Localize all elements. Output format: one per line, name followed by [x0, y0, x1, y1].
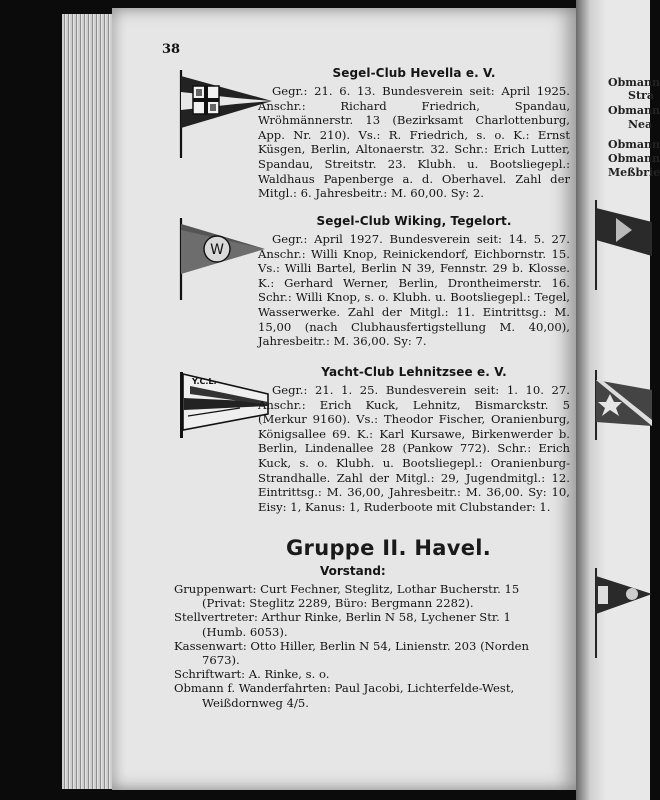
flag-letter: Y.C.L. [192, 377, 217, 386]
facing-line: Meßbrie [608, 166, 660, 179]
officer-line: Stellvertreter: Arthur Rinke, Berlin N 58, Lychener Str. 1 [174, 610, 511, 625]
facing-line: Obmann [608, 138, 660, 151]
officer-entry [174, 681, 572, 709]
facing-pennant-icon [592, 568, 652, 658]
officer-entry [174, 667, 572, 681]
club-title: Yacht-Club Lehnitzsee e. V. [321, 365, 507, 379]
club-details: Gegr.: 21. 6. 13. Bundesverein seit: April 1925. Anschr.: Richard Friedrich, Spandau, Wröhmännerstr. 13 (Bezirksamt Charlottenburg, App. Nr. 210). Vs.: R. Friedrich, s. o. K.: Ernst Küsgen, Berlin, Altonaerstr. 32. Schr.: Erich Lutter, Spandau, Streitstr. 23. Klubh. u. Bootsliegepl.: Waldhaus Papenberge a. d. Oberhavel. Zahl der Mitgl.: 6. Jahresbeitr.: M. 60,00. Sy: 2. [258, 84, 570, 201]
facing-page [576, 0, 660, 800]
club-details: Gegr.: 21. 1. 25. Bundesverein seit: 1. 10. 27. Anschr.: Erich Kuck, Lehnitz, Bismarckstr. 5 (Merkur 9160). Vs.: Theodor Fischer, Oranienburg, Königsallee 69. K.: Karl Kursawe, Birkenwerder b. Berlin, Lindenallee 28 (Pankow 772). Schr.: Erich Kuck, s. o. Klubh. u. Bootsliegepl.: Oranienburg-Strandhalle. Zahl der Mitgl.: 29, Jugendmitgl.: 12. Eintrittsg.: M. 36,00, Jahresbeitr.: M. 36,00. Sy: 10, Eisy: 1, Kanus: 1, Ruderboote mit Clubstander: 1. [258, 383, 570, 514]
officer-line-continued: Weißdornweg 4/5. [202, 695, 309, 710]
officer-line: Kassenwart: Otto Hiller, Berlin N 54, Linienstr. 203 (Norden [174, 638, 530, 653]
page-number: 38 [162, 42, 181, 57]
officer-list [174, 582, 572, 710]
facing-line: Nea [628, 118, 653, 131]
facing-line: Obmann [608, 104, 660, 117]
group-heading: Gruppe II. Havel. [286, 536, 492, 560]
officer-line-continued: (Privat: Steglitz 2289, Büro: Bergmann 2282). [202, 596, 474, 611]
officer-line-continued: 7673). [202, 653, 240, 668]
officer-line: Obmann f. Wanderfahrten: Paul Jacobi, Lichterfelde-West, [174, 681, 515, 696]
ycl-burgee-icon [180, 372, 270, 440]
officer-line: Gruppenwart: Curt Fechner, Steglitz, Lothar Bucherstr. 15 [174, 582, 520, 596]
club-details: Gegr.: April 1927. Bundesverein seit: 14. 5. 27. Anschr.: Willi Knop, Reinickendorf, Eichbornstr. 15. Vs.: Willi Bartel, Berlin N 39, Fennstr. 29 b. Klosse. K.: Gerhard Werner, Berlin, Drontheimerstr. 16. Schr.: Willi Knop, s. o. Klubh. u. Bootsliegepl.: Tegel, Wasserwerke. Zahl der Mitgl.: 11. Eintrittsg.: M. 15,00 (nach Clubhausfertigstellung M. 40,00), Jahresbeitr.: M. 36,00. Sy: 7. [258, 232, 570, 349]
club-entry-body [258, 232, 570, 349]
officer-line-continued: (Humb. 6053). [202, 624, 288, 639]
officer-entry [174, 610, 572, 638]
club-entry [258, 214, 570, 231]
board-heading: Vorstand: [320, 564, 386, 578]
facing-pennant-icon [592, 370, 652, 440]
club-entry [258, 66, 570, 83]
club-entry [258, 365, 570, 382]
officer-line: Schriftwart: A. Rinke, s. o. [174, 667, 330, 682]
officer-entry [174, 582, 572, 610]
club-title: Segel-Club Wiking, Tegelort. [316, 214, 512, 228]
facing-line: Stra [628, 89, 654, 102]
officer-entry [174, 639, 572, 667]
w-emblem-pennant-icon [177, 218, 267, 302]
page-edges [62, 14, 114, 789]
facing-line: Obmann [608, 152, 660, 165]
club-title: Segel-Club Hevella e. V. [332, 66, 496, 80]
club-entry-body [258, 383, 570, 514]
flag-letter: W [210, 242, 224, 258]
facing-pennant-icon [592, 200, 652, 290]
facing-line: Obmann [608, 76, 660, 89]
club-entry-body [258, 84, 570, 201]
